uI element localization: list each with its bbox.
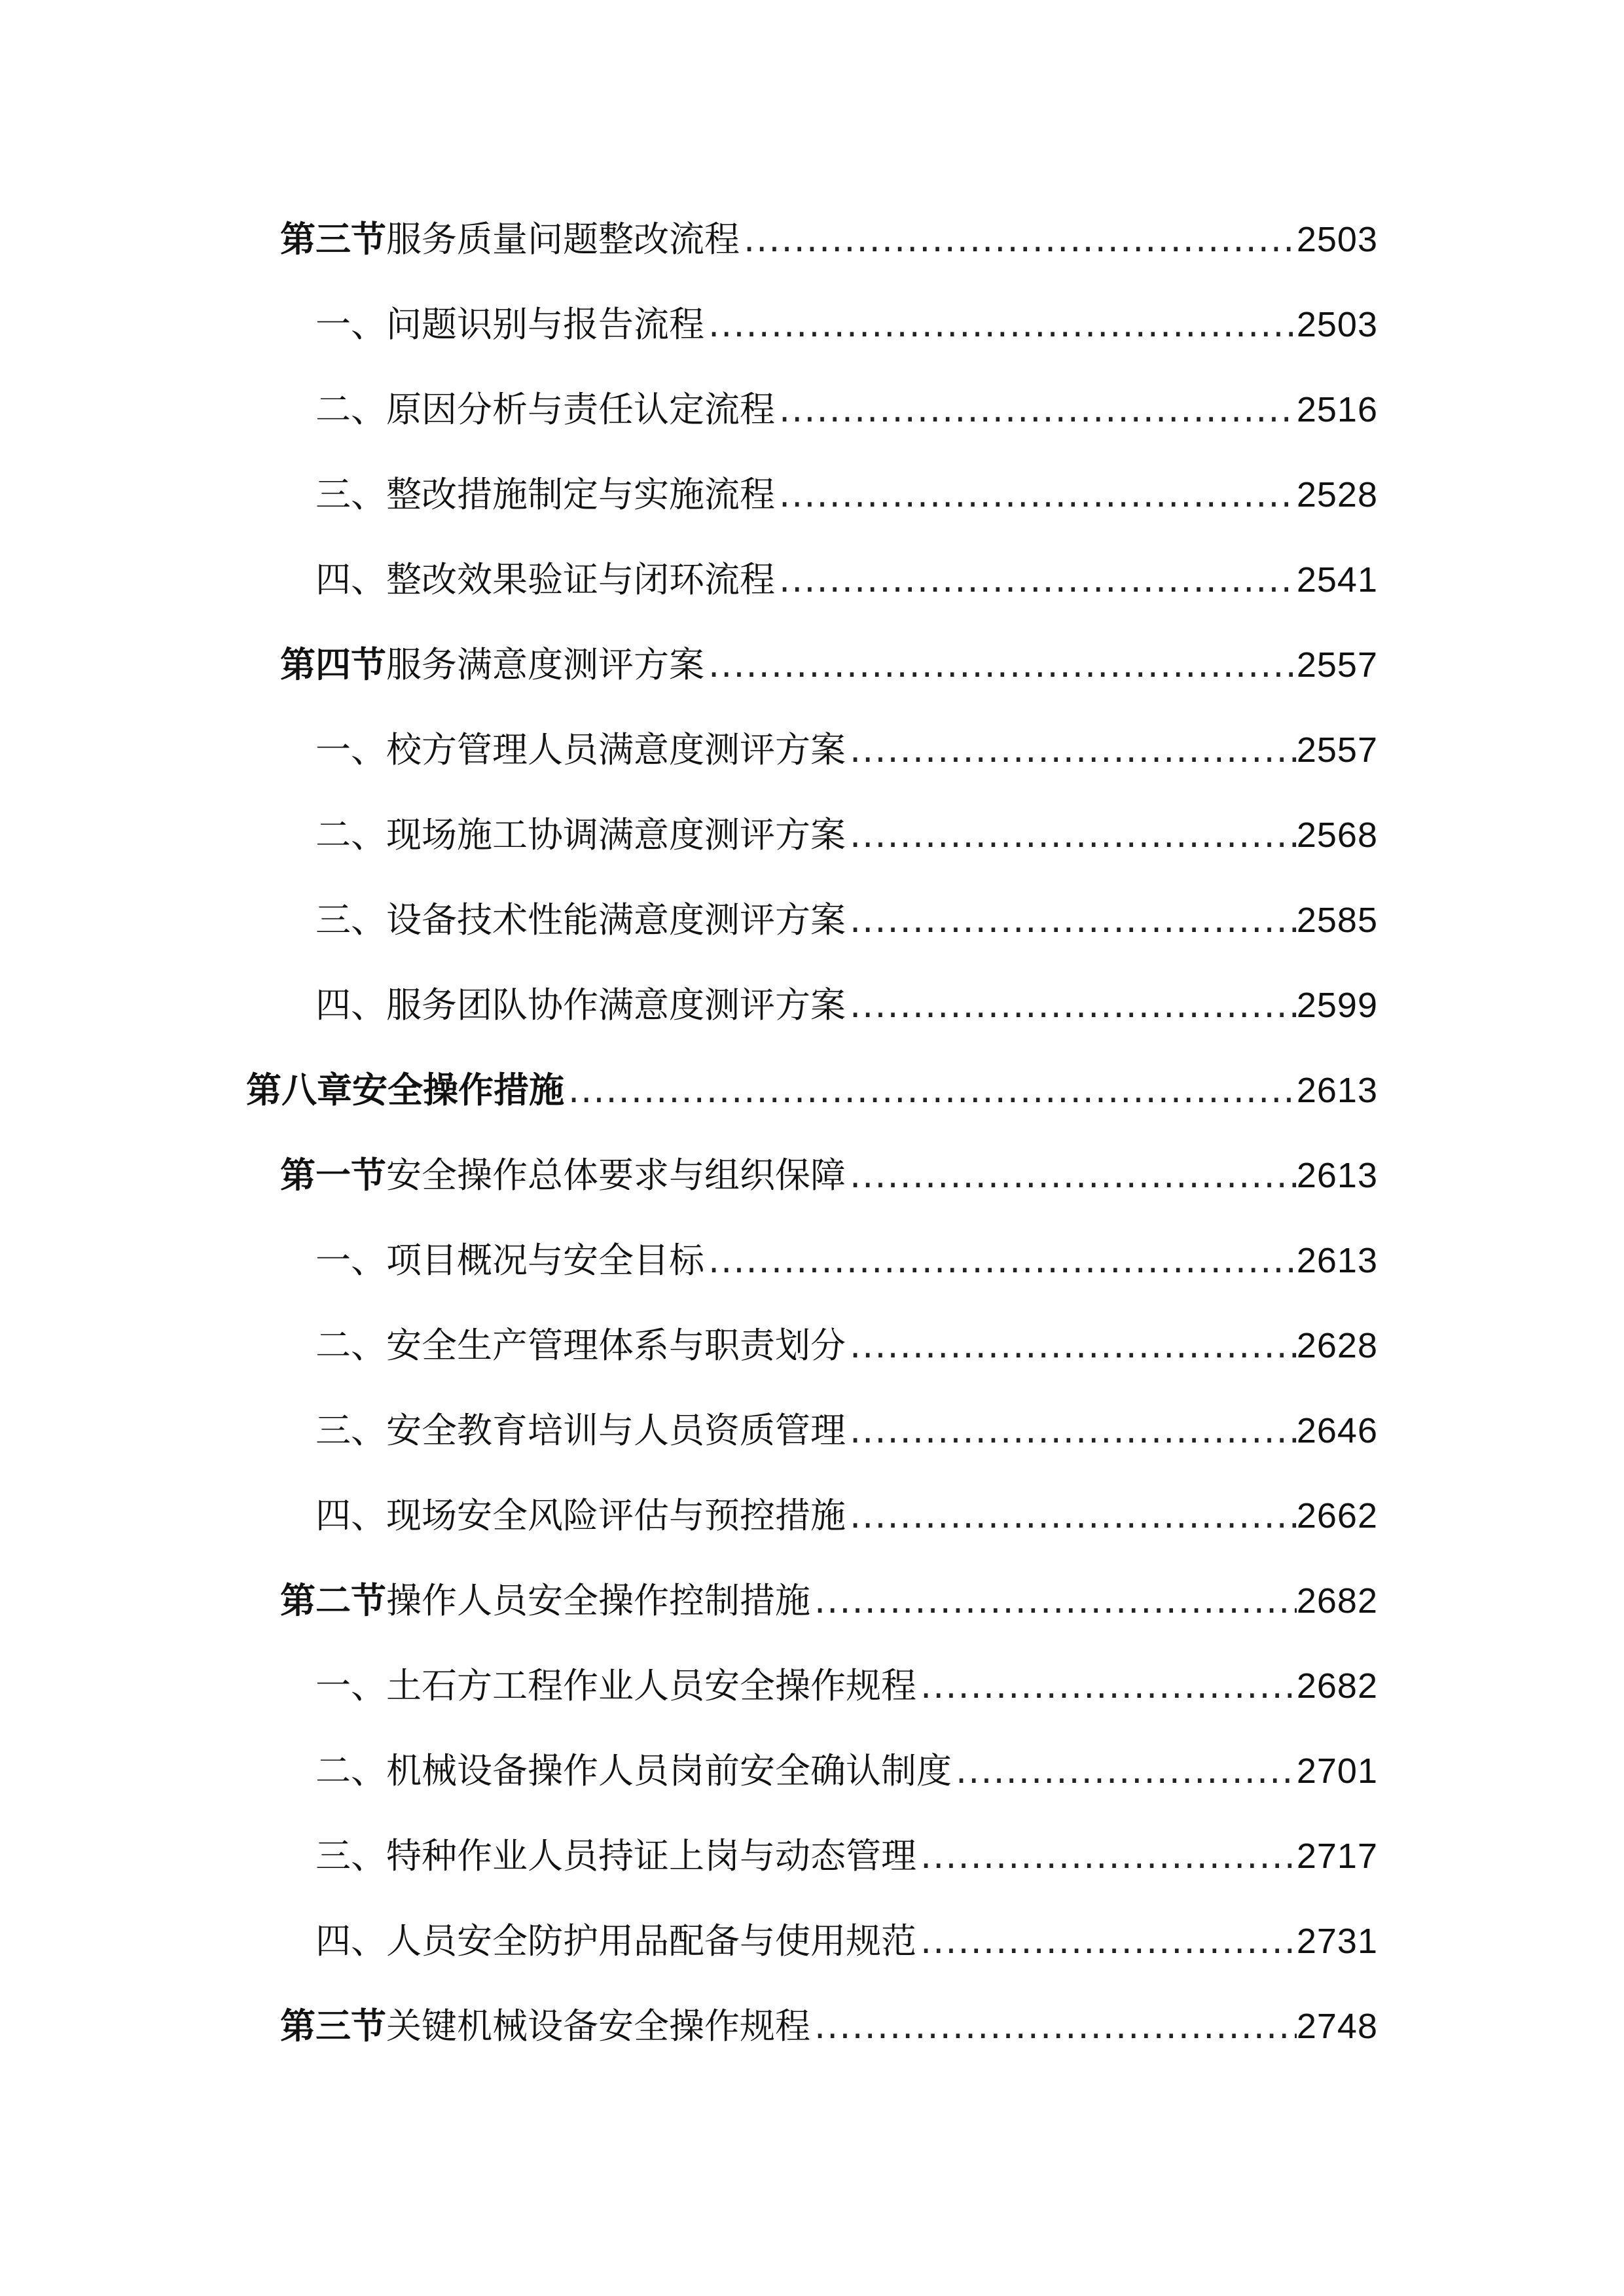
dot-leader: [916, 1905, 1297, 1977]
toc-entry[interactable]: [316, 289, 1378, 361]
toc-entry-page: 2701: [1296, 1751, 1378, 1791]
toc-entry-title: 服务满意度测评方案: [386, 644, 704, 685]
dot-leader: [564, 1054, 1297, 1126]
toc-entry-page: 2585: [1296, 901, 1378, 940]
toc-entry-title: 安全操作总体要求与组织保障: [386, 1155, 846, 1196]
toc-entry-page: 2557: [1296, 645, 1378, 685]
toc-entry-page: 2528: [1296, 475, 1378, 514]
toc-entry-page: 2599: [1296, 986, 1378, 1025]
dot-leader: [810, 1565, 1297, 1637]
dot-leader: [846, 884, 1297, 956]
toc-entry[interactable]: [316, 714, 1378, 786]
toc-entry-prefix: 第三节: [280, 219, 386, 260]
toc-entry[interactable]: [280, 1565, 1378, 1637]
toc-entry-page: 2748: [1296, 2007, 1378, 2046]
dot-leader: [704, 289, 1297, 361]
dot-leader: [740, 204, 1297, 276]
toc-entry-chapter[interactable]: [246, 1054, 1378, 1126]
toc-entry[interactable]: [280, 629, 1378, 701]
toc-entry[interactable]: [316, 374, 1378, 446]
dot-leader: [775, 374, 1297, 446]
toc-entry-title: 四、服务团队协作满意度测评方案: [316, 984, 846, 1026]
toc-entry[interactable]: [316, 969, 1378, 1041]
toc-entry-page: 2503: [1296, 220, 1378, 259]
dot-leader: [846, 714, 1297, 786]
toc-entry[interactable]: [316, 1820, 1378, 1892]
dot-leader: [775, 459, 1297, 531]
dot-leader: [775, 544, 1297, 616]
toc-entry-page: 2516: [1296, 390, 1378, 429]
toc-entry-prefix: 第四节: [280, 644, 386, 685]
toc-entry-page: 2503: [1296, 305, 1378, 344]
dot-leader: [810, 1990, 1297, 2062]
toc-entry-prefix: 第三节: [280, 2005, 386, 2047]
toc-entry[interactable]: [316, 544, 1378, 616]
toc-entry[interactable]: [316, 884, 1378, 956]
toc-entry-title: 关键机械设备安全操作规程: [386, 2005, 810, 2047]
toc-entry[interactable]: [316, 1225, 1378, 1297]
dot-leader: [704, 629, 1297, 701]
toc-entry[interactable]: [280, 1990, 1378, 2062]
toc-entry[interactable]: [280, 1139, 1378, 1211]
toc-entry-title: 一、土石方工程作业人员安全操作规程: [316, 1665, 916, 1706]
toc-entry-page: 2628: [1296, 1326, 1378, 1365]
toc-entry-title: 服务质量问题整改流程: [386, 219, 740, 260]
dot-leader: [846, 969, 1297, 1041]
toc-entry-title: 一、问题识别与报告流程: [316, 304, 704, 345]
toc-entry-page: 2613: [1296, 1071, 1378, 1110]
toc-entry-prefix: 第一节: [280, 1155, 386, 1196]
toc-entry[interactable]: [316, 1650, 1378, 1722]
toc-entry-title: 二、安全生产管理体系与职责划分: [316, 1325, 846, 1366]
toc-entry-title: 一、项目概况与安全目标: [316, 1240, 704, 1281]
toc-entry-page: 2613: [1296, 1241, 1378, 1280]
toc-entry-page: 2557: [1296, 730, 1378, 770]
dot-leader: [704, 1225, 1297, 1297]
toc-entry-title: 二、原因分析与责任认定流程: [316, 389, 775, 430]
dot-leader: [846, 1139, 1297, 1211]
toc-entry[interactable]: [316, 1905, 1378, 1977]
dot-leader: [846, 1480, 1297, 1552]
toc-entry-page: 2568: [1296, 816, 1378, 855]
toc-entry-title: 四、人员安全防护用品配备与使用规范: [316, 1920, 916, 1962]
toc-entry-title: 三、设备技术性能满意度测评方案: [316, 899, 846, 941]
dot-leader: [916, 1820, 1297, 1892]
toc-entry-title: 操作人员安全操作控制措施: [386, 1580, 810, 1621]
toc-entry-title: 四、整改效果验证与闭环流程: [316, 559, 775, 600]
toc-entry-page: 2682: [1296, 1666, 1378, 1706]
toc-entry-page: 2646: [1296, 1411, 1378, 1450]
toc-entry[interactable]: [316, 459, 1378, 531]
toc-entry-page: 2613: [1296, 1156, 1378, 1195]
toc-entry[interactable]: [316, 799, 1378, 871]
toc-entry-page: 2682: [1296, 1581, 1378, 1621]
dot-leader: [846, 799, 1297, 871]
toc-entry[interactable]: [280, 204, 1378, 276]
toc-entry-title: 二、机械设备操作人员岗前安全确认制度: [316, 1750, 952, 1791]
toc-entry-title: 三、整改措施制定与实施流程: [316, 474, 775, 515]
toc-entry-page: 2717: [1296, 1837, 1378, 1876]
toc-entry[interactable]: [316, 1480, 1378, 1552]
toc-entry-page: 2662: [1296, 1496, 1378, 1535]
toc-entry-page: 2731: [1296, 1922, 1378, 1961]
toc-entry[interactable]: [316, 1735, 1378, 1807]
toc-entry-title: 三、安全教育培训与人员资质管理: [316, 1410, 846, 1451]
toc-entry-title: 三、特种作业人员持证上岗与动态管理: [316, 1835, 916, 1876]
toc-entry-page: 2541: [1296, 560, 1378, 600]
toc-entry-prefix: 第二节: [280, 1580, 386, 1621]
dot-leader: [952, 1735, 1297, 1807]
dot-leader: [916, 1650, 1297, 1722]
dot-leader: [846, 1395, 1297, 1467]
toc-entry-title: 四、现场安全风险评估与预控措施: [316, 1495, 846, 1536]
toc-entry[interactable]: [316, 1395, 1378, 1467]
dot-leader: [846, 1310, 1297, 1382]
toc-entry[interactable]: [316, 1310, 1378, 1382]
toc-entry-title: 二、现场施工协调满意度测评方案: [316, 814, 846, 855]
toc-entry-title: 一、校方管理人员满意度测评方案: [316, 729, 846, 770]
toc-entry-title: 第八章安全操作措施: [246, 1069, 564, 1111]
